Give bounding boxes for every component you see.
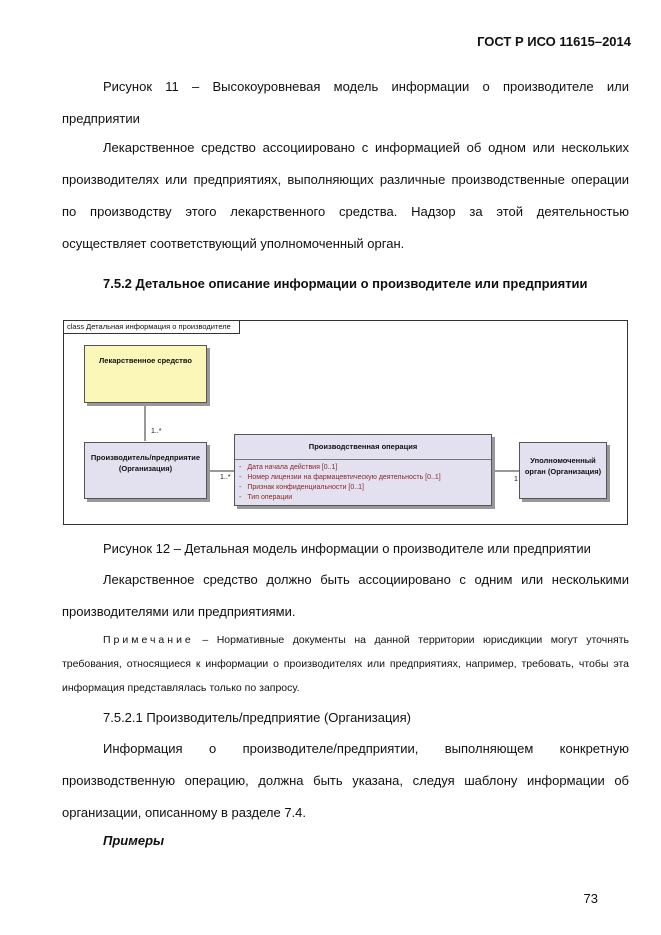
figure-11-caption: Рисунок 11 – Высокоуровневая модель информации о производителе или предприятии <box>62 79 629 126</box>
class-authority-label-2: орган (Организация) <box>524 467 602 476</box>
subsection-heading-7-5-2-1: 7.5.2.1 Производитель/предприятие (Организация) <box>103 710 412 725</box>
class-medicinal-product[interactable] <box>84 345 207 403</box>
class-operation-title: Производственная операция <box>235 435 491 460</box>
note-paragraph <box>62 628 629 700</box>
note-text: – Нормативные документы на данной территории юрисдикции могут уточнять требования, относящиеся к информации о производителях или предприятиях, например, требовать, чтобы эта информация представлялась только по запросу. <box>62 634 629 694</box>
class-operation-attributes <box>235 460 491 503</box>
document-header: ГОСТ Р ИСО 11615–2014 <box>477 34 631 49</box>
multiplicity-operation-authority: 1 <box>514 476 518 483</box>
class-manufacturer-label-2: (Организация) <box>118 464 173 473</box>
paragraph-2: Лекарственное средство должно быть ассоциировано с одним или несколькими производителями или предприятиями. <box>62 572 629 619</box>
figure-12-caption: Рисунок 12 – Детальная модель информации о производителе или предприятии <box>103 541 591 556</box>
note-label: Примечание <box>103 634 194 646</box>
attribute-row: - Тип операции <box>239 494 293 501</box>
class-manufacturer-label-1: Производитель/предприятие <box>90 453 201 462</box>
class-authorised-body[interactable] <box>519 442 607 499</box>
section-heading-7-5-2: 7.5.2 Детальное описание информации о производителе или предприятии <box>103 276 588 291</box>
class-medicinal-product-label: Лекарственное средство <box>99 356 192 365</box>
page-number: 73 <box>583 891 598 906</box>
class-manufacturer[interactable] <box>84 442 207 499</box>
examples-heading: Примеры <box>103 833 165 848</box>
multiplicity-manufacturer-operation: 1..* <box>220 474 231 481</box>
class-authority-label-1: Уполномоченный <box>530 456 596 465</box>
class-manufacturing-operation[interactable] <box>234 434 492 506</box>
multiplicity-product-manufacturer: 1..* <box>151 428 162 435</box>
attribute-row: - Признак конфиденциальности [0..1] <box>239 484 364 491</box>
attribute-row: - Номер лицензии на фармацевтическую деятельность [0..1] <box>239 474 441 481</box>
paragraph-1: Лекарственное средство ассоциировано с информацией об одном или нескольких производителях или предприятиях, выполняющих различные производственные операции по производству этого лекарственного средства. Надзор за этой деятельностью осуществляет соответствующий уполномоченный орган. <box>62 140 629 251</box>
attribute-row: - Дата начала действия [0..1] <box>239 464 338 471</box>
paragraph-3: Информация о производителе/предприятии, выполняющем конкретную производственную операцию, должна быть указана, следуя шаблону информации об организации, описанному в разделе 7.4. <box>62 741 629 820</box>
uml-diagram-frame <box>63 320 628 525</box>
diagram-frame-label: class Детальная информация о производителе <box>64 321 240 334</box>
